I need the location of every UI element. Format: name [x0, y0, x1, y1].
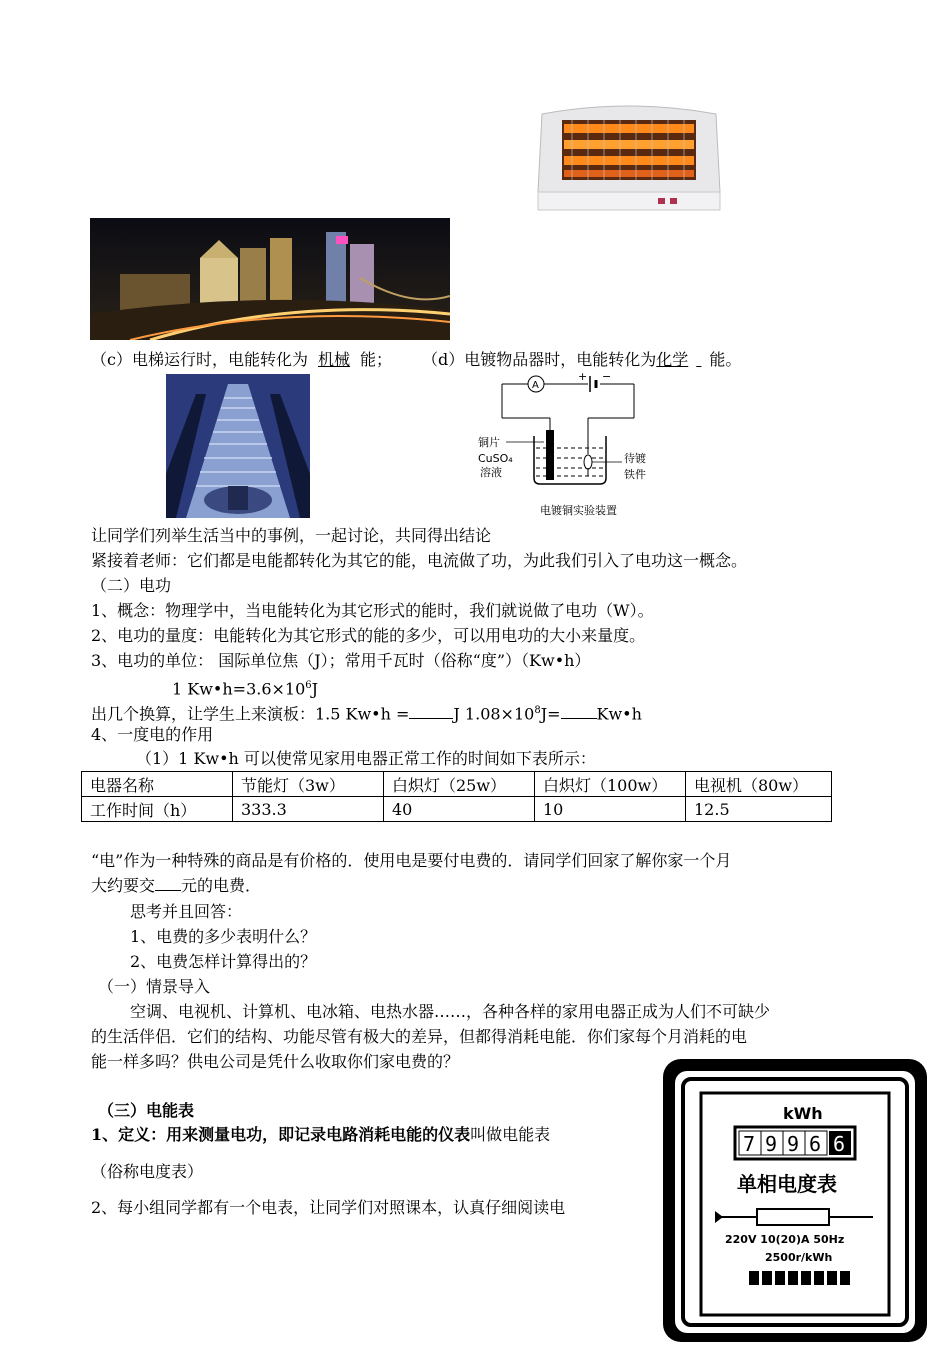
meter-digit: 7 [743, 1132, 756, 1156]
meter-alias: （俗称电度表） [91, 1162, 204, 1181]
meter-name: 单相电度表 [737, 1172, 837, 1196]
escalator-image [166, 374, 310, 518]
bill-blank [155, 876, 181, 891]
plating-diagram [478, 370, 658, 518]
exercise-part-b: J 1.08×10 [453, 704, 535, 724]
para-one-kwh: 4、一度电的作用 [91, 725, 214, 744]
minus-label: − [602, 370, 612, 383]
scene-para-2: 的生活伴侣．它们的结构、功能尽管有极大的差异，但都得消耗电能．你们家每个月消耗的电 [91, 1027, 748, 1046]
table-header-cell: 白炽灯（25w） [384, 772, 535, 797]
heater-image [498, 100, 760, 218]
table-cell: 40 [384, 797, 535, 822]
meter-digit: 9 [787, 1132, 800, 1156]
d-text-pre: （d）电镀物品器时，电能转化为 [422, 350, 657, 369]
blank-1 [409, 704, 453, 719]
definition-bold: 1、定义：用来测量电功，即记录电路消耗电能的仪表 [91, 1125, 471, 1144]
c-answer: 机械 [317, 350, 350, 369]
table-header-cell: 白炽灯（100w） [535, 772, 686, 797]
blank-2 [561, 704, 597, 719]
solution-label: 溶液 [480, 466, 502, 479]
table-row [82, 797, 832, 822]
meter-digit-decimal: 6 [833, 1132, 846, 1156]
formula-pre: 1 Kw•h=3.6×10 [172, 679, 306, 699]
para-measure: 2、电功的量度：电能转化为其它形式的能的多少，可以用电功的大小来量度。 [91, 626, 646, 645]
exercise-part-d: Kw•h [596, 704, 642, 724]
exercise-sup: 8 [534, 705, 541, 716]
city-night-image [90, 218, 450, 340]
conversion-line [91, 349, 741, 371]
table-header-cell: 电器名称 [82, 772, 233, 797]
c-text-pre: （c）电梯运行时，电能转化为 [91, 350, 308, 369]
bill-post: 元的电费． [181, 876, 262, 895]
scene-para-1: 空调、电视机、计算机、电冰箱、电热水器……，各种各样的家用电器正成为人们不可缺少 [130, 1002, 771, 1021]
formula-sup: 6 [305, 680, 312, 691]
formula-post: J [311, 679, 319, 699]
table-header-cell: 节能灯（3w） [233, 772, 384, 797]
conversion-exercise [91, 700, 642, 725]
think-line: 思考并且回答： [130, 902, 243, 921]
usage-table [81, 771, 832, 822]
plating-caption: 电镀铜实验装置 [540, 504, 617, 517]
meter-spec-2: 2500r/kWh [765, 1251, 833, 1264]
table-cell: 10 [535, 797, 686, 822]
question-1: 1、电费的多少表明什么？ [130, 927, 317, 946]
question-2: 2、电费怎样计算得出的？ [130, 952, 317, 971]
copper-label: 铜片 [478, 436, 500, 449]
bill-pre: 大约要交 [91, 876, 156, 895]
para-unit: 3、电功的单位： 国际单位焦（J）；常用千瓦时（俗称“度”）（Kw•h） [91, 651, 591, 670]
para-concept: 1、概念：物理学中，当电能转化为其它形式的能时，我们就说做了电功（W）。 [91, 601, 654, 620]
formula-line [172, 675, 318, 700]
meter-heading: （三）电能表 [98, 1101, 195, 1120]
group-instruction: 2、每小组同学都有一个电表，让同学们对照课本，认真仔细阅读电 [91, 1198, 566, 1217]
table-header-cell: 电视机（80w） [686, 772, 832, 797]
iron-label: 铁件 [624, 468, 646, 481]
meter-digit: 6 [809, 1132, 822, 1156]
table-header-row [82, 772, 832, 797]
table-cell: 12.5 [686, 797, 832, 822]
electricity-meter-image [661, 1057, 931, 1344]
meter-spec-1: 220V 10(20)A 50Hz [725, 1233, 845, 1246]
meter-definition [91, 1124, 550, 1146]
scene-para-3: 能一样多吗？供电公司是凭什么收取你们家电费的？ [91, 1052, 460, 1071]
d-text-post: 能。 [709, 350, 742, 369]
table-cell: 工作时间（h） [82, 797, 233, 822]
para-1: 让同学们列举生活当中的事例，一起讨论，共同得出结论 [91, 526, 492, 545]
table-cell: 333.3 [233, 797, 384, 822]
scene-heading: （一）情景导入 [98, 977, 211, 996]
para-table-intro: （1）1 Kw•h 可以使常见家用电器正常工作的时间如下表所示： [136, 749, 596, 768]
para-2: 紧接着老师：它们都是电能都转化为其它的能，电流做了功，为此我们引入了电功这一概念。 [91, 551, 748, 570]
plus-label: + [578, 370, 588, 383]
ammeter-label: A [532, 380, 539, 391]
d-answer: 化学 [656, 350, 689, 369]
to-plate-label: 待镀 [624, 452, 646, 465]
meter-unit: kWh [783, 1104, 823, 1123]
cuso4-label: CuSO₄ [478, 452, 513, 465]
section-heading-2: （二）电功 [91, 576, 172, 595]
exercise-part-a: 出几个换算，让学生上来演板：1.5 Kw•h = [91, 704, 410, 724]
exercise-part-c: J= [540, 704, 561, 724]
meter-digit: 9 [765, 1132, 778, 1156]
definition-rest: 叫做电能表 [470, 1125, 551, 1144]
electricity-price-line: “电”作为一种特殊的商品是有价格的．使用电是要付电费的．请同学们回家了解你家一个月 [91, 851, 732, 870]
c-text-post: 能； [359, 350, 392, 369]
bill-line [91, 875, 261, 897]
